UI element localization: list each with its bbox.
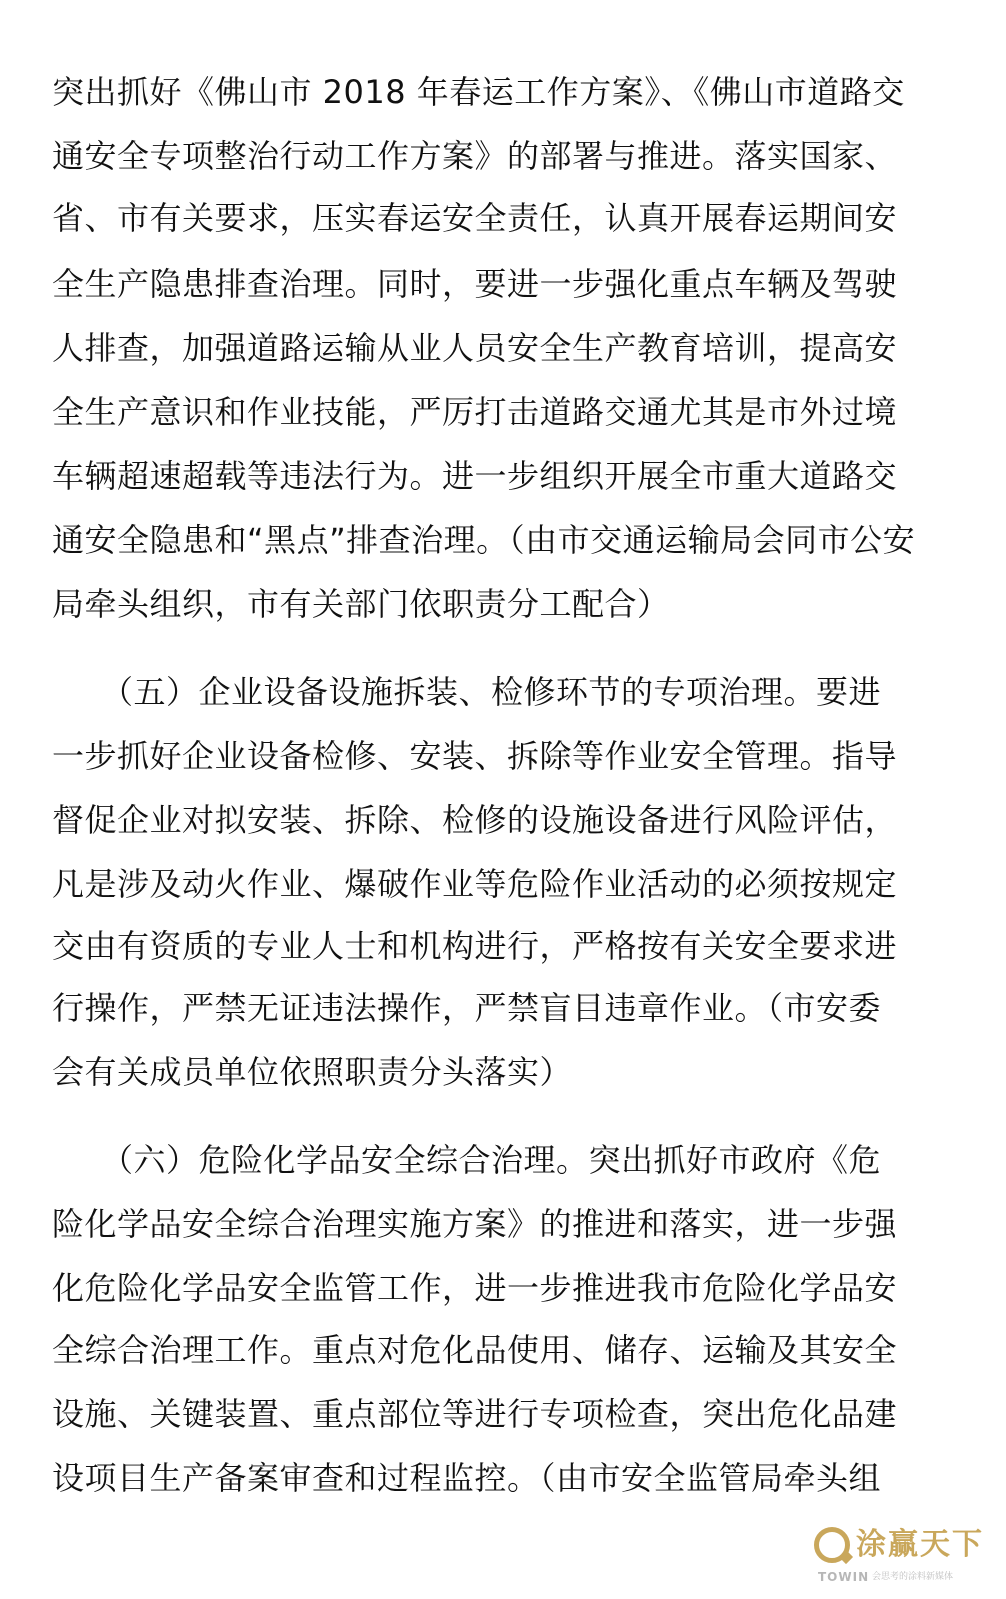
watermark-brand: TOWIN — [818, 1570, 870, 1584]
paragraph-line: 全生产隐患排查治理。同时，要进一步强化重点车辆及驾驶 — [52, 265, 898, 303]
paragraph-line: 人排查，加强道路运输从业人员安全生产教育培训，提高安 — [52, 329, 898, 367]
section-heading-line: （六）危险化学品安全综合治理。突出抓好市政府《危 — [52, 1141, 882, 1179]
paragraph-line: 化危险化学品安全监管工作，进一步推进我市危险化学品安 — [52, 1269, 898, 1307]
paragraph-line: 凡是涉及动火作业、爆破作业等危险作业活动的必须按规定 — [52, 865, 898, 903]
watermark-logo-icon — [814, 1527, 850, 1563]
paragraph-line: 全生产意识和作业技能，严厉打击道路交通尤其是市外过境 — [52, 393, 898, 431]
paragraph-line: 通安全隐患和“黑点”排查治理。（由市交通运输局会同市公安 — [52, 521, 916, 559]
paragraph-line: 险化学品安全综合治理实施方案》的推进和落实，进一步强 — [52, 1205, 898, 1243]
paragraph-line: 设施、关键装置、重点部位等进行专项检查，突出危化品建 — [52, 1395, 898, 1433]
watermark-tagline: 会思考的涂料新媒体 — [872, 1572, 954, 1582]
watermark-title: 涂赢天下 — [856, 1527, 984, 1562]
watermark — [814, 1525, 984, 1591]
paragraph-line: 局牵头组织，市有关部门依职责分工配合） — [52, 585, 670, 623]
paragraph-line: 突出抓好《佛山市 2018 年春运工作方案》、《佛山市道路交 — [52, 73, 905, 111]
paragraph-line: 交由有资质的专业人士和机构进行，严格按有关安全要求进 — [52, 927, 898, 965]
section-heading-line: （五）企业设备设施拆装、检修环节的专项治理。要进 — [52, 673, 882, 711]
paragraph-line: 会有关成员单位依照职责分头落实） — [52, 1053, 573, 1091]
paragraph-line: 督促企业对拟安装、拆除、检修的设施设备进行风险评估， — [52, 801, 898, 839]
paragraph-line: 设项目生产备案审查和过程监控。（由市安全监管局牵头组 — [52, 1459, 882, 1497]
paragraph-line: 通安全专项整治行动工作方案》的部署与推进。落实国家、 — [52, 137, 898, 175]
paragraph-line: 省、市有关要求，压实春运安全责任，认真开展春运期间安 — [52, 199, 898, 237]
paragraph-line: 行操作，严禁无证违法操作，严禁盲目违章作业。（市安委 — [52, 989, 882, 1027]
paragraph-line: 全综合治理工作。重点对危化品使用、储存、运输及其安全 — [52, 1331, 898, 1369]
paragraph-line: 车辆超速超载等违法行为。进一步组织开展全市重大道路交 — [52, 457, 898, 495]
paragraph-line: 一步抓好企业设备检修、安装、拆除等作业安全管理。指导 — [52, 737, 898, 775]
